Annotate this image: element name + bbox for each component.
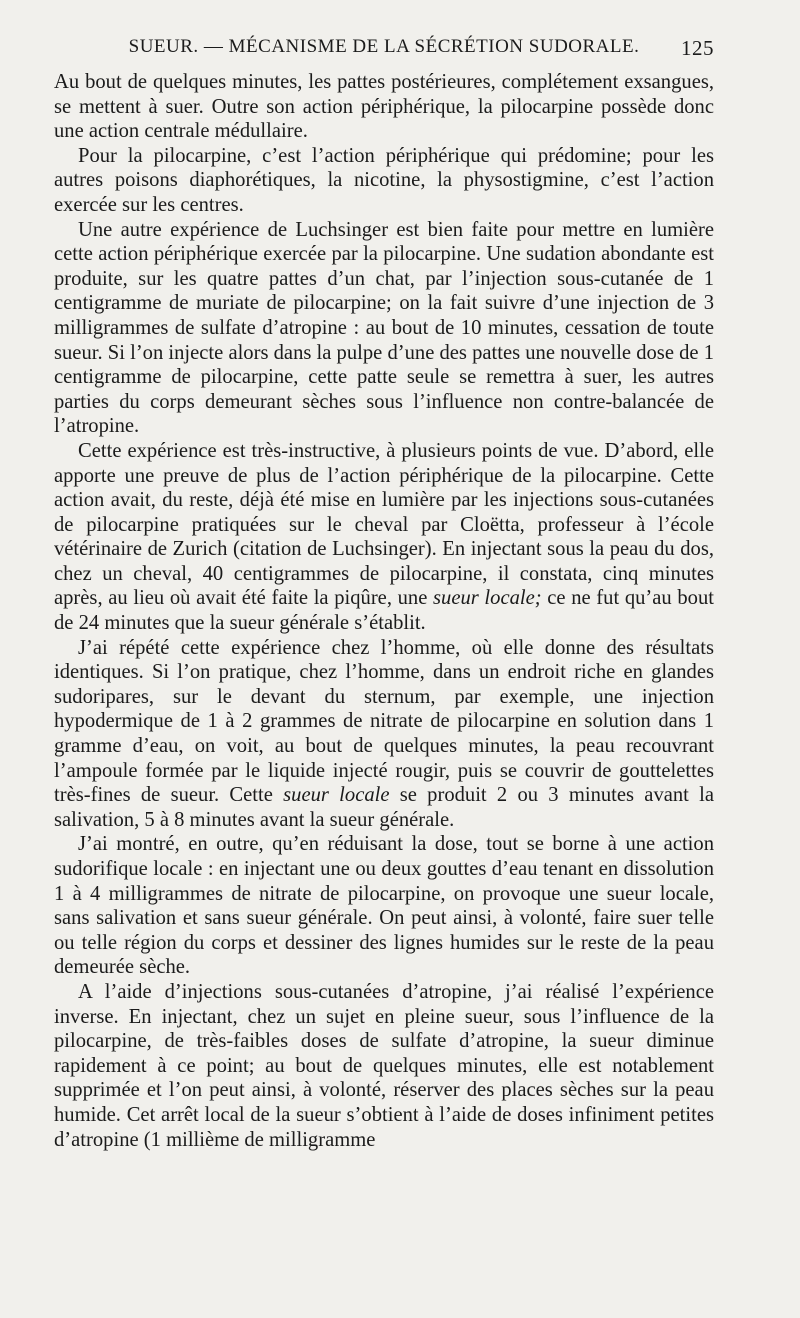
running-header xyxy=(54,36,714,70)
paragraph-4 xyxy=(54,439,714,636)
running-title: SUEUR. — MÉCANISME DE LA SÉCRÉTION SUDORALE. xyxy=(128,36,640,57)
paragraph-7 xyxy=(54,980,714,1152)
paragraph-text: se produit 2 ou 3 minutes avant la salivation, 5 à 8 minutes avant la sueur générale. xyxy=(54,784,715,831)
paragraph-2 xyxy=(54,144,714,218)
paragraph-text: A l’aide d’injections sous-cutanées d’atropine, j’ai réalisé l’expérience inverse. En injectant, chez un sujet en pleine sueur, sous l’influence de la pilocarpine, de très-faibles doses de sulfate d’atropine, la sueur diminue rapidement à ce point; au bout de quelques minutes, elle est notablement supprimée et l’on peut ainsi, à volonté, réserver des places sèches sur la peau humide. Cet arrêt local de la sueur s’obtient à l’aide de doses infiniment petites d’atropine (1 millième de milligramme xyxy=(54,980,714,1151)
body-text xyxy=(54,70,714,1152)
paragraph-5 xyxy=(54,636,714,833)
paragraph-text: Pour la pilocarpine, c’est l’action périphérique qui prédomine; pour les autres poisons diaphorétiques, la nicotine, la physostigmine, c’est l’action exercée sur les centres. xyxy=(54,144,714,216)
paragraph-text: Cette expérience est très-instructive, à plusieurs points de vue. D’abord, elle apporte une preuve de plus de l’action périphérique de la pilocarpine. Cette action avait, du reste, déjà été mise en lumière par les injections sous-cutanées de pilocarpine pratiquées sur le cheval par Cloëtta, professeur à l’école vétérinaire de Zurich (citation de Luchsinger). En injectant sous la peau du dos, chez un cheval, 40 centigrammes de pilocarpine, il constata, cinq minutes après, au lieu où avait été faite la piqûre, une xyxy=(54,439,714,610)
paragraph-text: ce ne fut qu’au bout de 24 minutes que la sueur générale s’établit. xyxy=(54,587,714,635)
paragraph-text: Au bout de quelques minutes, les pattes postérieures, complétement exsangues, se mettent à suer. Outre son action périphérique, la pilocarpine possède donc une action centrale médullaire. xyxy=(54,71,714,143)
paragraph-3 xyxy=(54,218,714,439)
paragraph-text: J’ai montré, en outre, qu’en réduisant la dose, tout se borne à une action sudorifique locale : en injectant une ou deux gouttes d’eau tenant en dissolution 1 à 4 milligrammes de nitrate de pilocarpine, on provoque une sueur locale, sans salivation et sans sueur générale. On peut ainsi, à volonté, faire suer telle ou telle région du corps et dessiner des lignes humides sur le reste de la peau demeurée sèche. xyxy=(54,833,714,979)
paragraph-text: Une autre expérience de Luchsinger est bien faite pour mettre en lumière cette action périphérique exercée par la pilocarpine. Une sudation abondante est produite, sur les quatre pattes d’un chat, par l’injection sous-cutanée de 1 centigramme de muriate de pilocarpine; on la fait suivre d’une injection de 3 milligrammes de sulfate d’atropine : au bout de 10 minutes, cessation de toute sueur. Si l’on injecte alors dans la pulpe d’une des pattes une nouvelle dose de 1 centigramme de pilocarpine, cette patte seule se remettra à suer, les autres parties du corps demeurant sèches sous l’influence non contre-balancée de l’atropine. xyxy=(54,218,714,438)
paragraph-1 xyxy=(54,70,714,144)
paragraph-text: J’ai répété cette expérience chez l’homme, où elle donne des résultats identiques. Si l’on pratique, chez l’homme, dans un endroit riche en glandes sudoripares, sur le devant du sternum, par exemple, une injection hypodermique de 1 à 2 grammes de nitrate de pilocarpine en solution dans 1 gramme d’eau, on voit, au bout de quelques minutes, la peau recouvrant l’ampoule formée par le liquide injecté rougir, puis se couvrir de gouttelettes très-fines de sueur. Cette xyxy=(54,636,714,807)
paragraph-6 xyxy=(54,832,714,980)
italic-emphasis: sueur locale xyxy=(283,784,390,807)
page-number: 125 xyxy=(681,36,714,60)
italic-emphasis: sueur locale; xyxy=(433,587,542,610)
